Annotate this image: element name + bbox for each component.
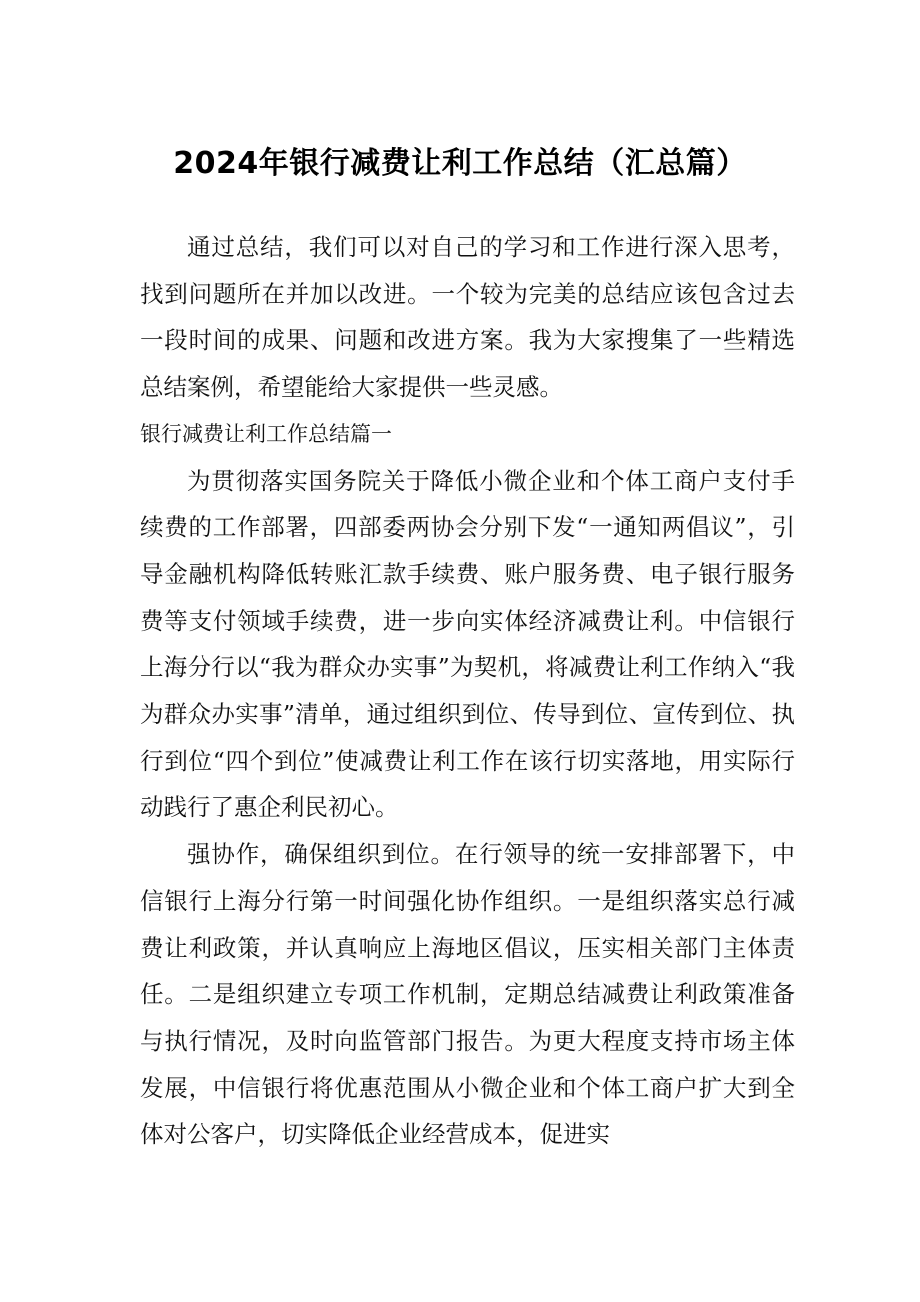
body-paragraph-2: 强协作，确保组织到位。在行领导的统一安排部署下，中信银行上海分行第一时间强化协作组织。一是组织落实总行减费让利政策，并认真响应上海地区倡议，压实相关部门主体责任。二是组织建立专项工作机制，定期总结减费让利政策准备与执行情况，及时向监管部门报告。为更大程度支持市场主体发展，中信银行将优惠范围从小微企业和个体工商户扩大到全体对公客户，切实降低企业经营成本，促进实: [140, 840, 795, 1149]
document-title: 2024年银行减费让利工作总结（汇总篇）: [173, 146, 747, 181]
document-body: [140, 224, 795, 1158]
intro-paragraph: 通过总结，我们可以对自己的学习和工作进行深入思考，找到问题所在并加以改进。一个较为完美的总结应该包含过去一段时间的成果、问题和改进方案。我为大家搜集了一些精选总结案例，希望能给大家提供一些灵感。: [140, 233, 795, 402]
body-paragraph-1: 为贯彻落实国务院关于降低小微企业和个体工商户支付手续费的工作部署，四部委两协会分别下发“一通知两倡议”，引导金融机构降低转账汇款手续费、账户服务费、电子银行服务费等支付领域手续费，进一步向实体经济减费让利。中信银行上海分行以“我为群众办实事”为契机，将减费让利工作纳入“我为群众办实事”清单，通过组织到位、传导到位、宣传到位、执行到位“四个到位”使减费让利工作在该行切实落地，用实际行动践行了惠企利民初心。: [140, 466, 795, 822]
section-heading: 银行减费让利工作总结篇一: [140, 421, 392, 446]
